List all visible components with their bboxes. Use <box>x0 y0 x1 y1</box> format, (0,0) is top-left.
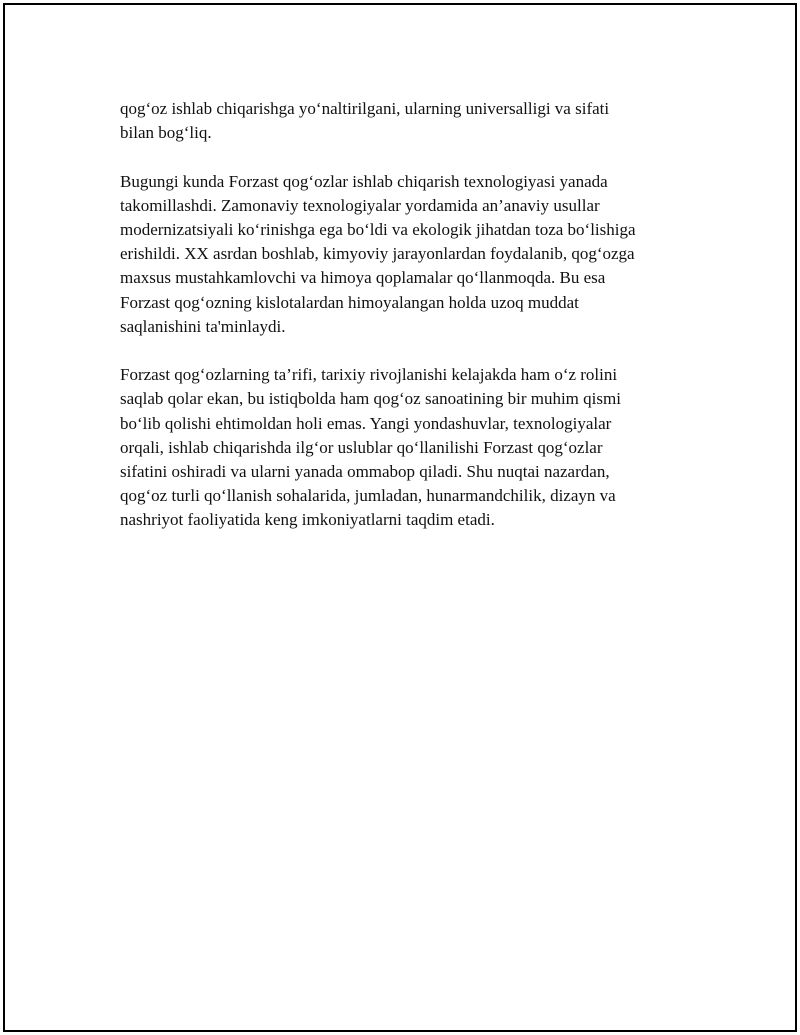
text-line: Forzast qog‘ozlarning ta’rifi, tarixiy rivojlanishi kelajakda ham o‘z rolini <box>120 365 618 385</box>
text-line: bo‘lib qolishi ehtimoldan holi emas. Yangi yondashuvlar, texnologiyalar <box>120 413 612 433</box>
paragraph-2 <box>120 170 700 339</box>
text-line: saqlab qolar ekan, bu istiqbolda ham qog‘oz sanoatining bir muhim qismi <box>120 389 621 409</box>
text-line: qog‘oz ishlab chiqarishga yo‘naltirilgani, ularning universalligi va sifati <box>120 99 610 118</box>
document-body <box>120 97 700 533</box>
text-line: takomillashdi. Zamonaviy texnologiyalar yordamida an’anaviy usullar <box>120 195 600 215</box>
paragraph-3 <box>120 363 700 532</box>
document-page <box>3 3 797 1032</box>
text-line: qog‘oz turli qo‘llanish sohalarida, jumladan, hunarmandchilik, dizayn va <box>120 486 616 506</box>
paragraph-1 <box>120 97 700 145</box>
text-line: modernizatsiyali ko‘rinishga ega bo‘ldi va ekologik jihatdan toza bo‘lishiga <box>120 220 636 239</box>
text-line: saqlanishini ta'minlaydi. <box>120 316 286 336</box>
text-line: sifatini oshiradi va ularni yanada ommabop qiladi. Shu nuqtai nazardan, <box>120 462 610 482</box>
text-line: bilan bog‘liq. <box>120 123 212 143</box>
text-line: maxsus mustahkamlovchi va himoya qoplamalar qo‘llanmoqda. Bu esa <box>120 268 606 288</box>
text-line: orqali, ishlab chiqarishda ilg‘or uslublar qo‘llanilishi Forzast qog‘ozlar <box>120 437 603 457</box>
text-line: nashriyot faoliyatida keng imkoniyatlarni taqdim etadi. <box>120 510 495 530</box>
text-line: erishildi. XX asrdan boshlab, kimyoviy jarayonlardan foydalanib, qog‘ozga <box>120 244 635 264</box>
text-line: Bugungi kunda Forzast qog‘ozlar ishlab chiqarish texnologiyasi yanada <box>120 171 608 191</box>
text-line: Forzast qog‘ozning kislotalardan himoyalangan holda uzoq muddat <box>120 292 579 312</box>
